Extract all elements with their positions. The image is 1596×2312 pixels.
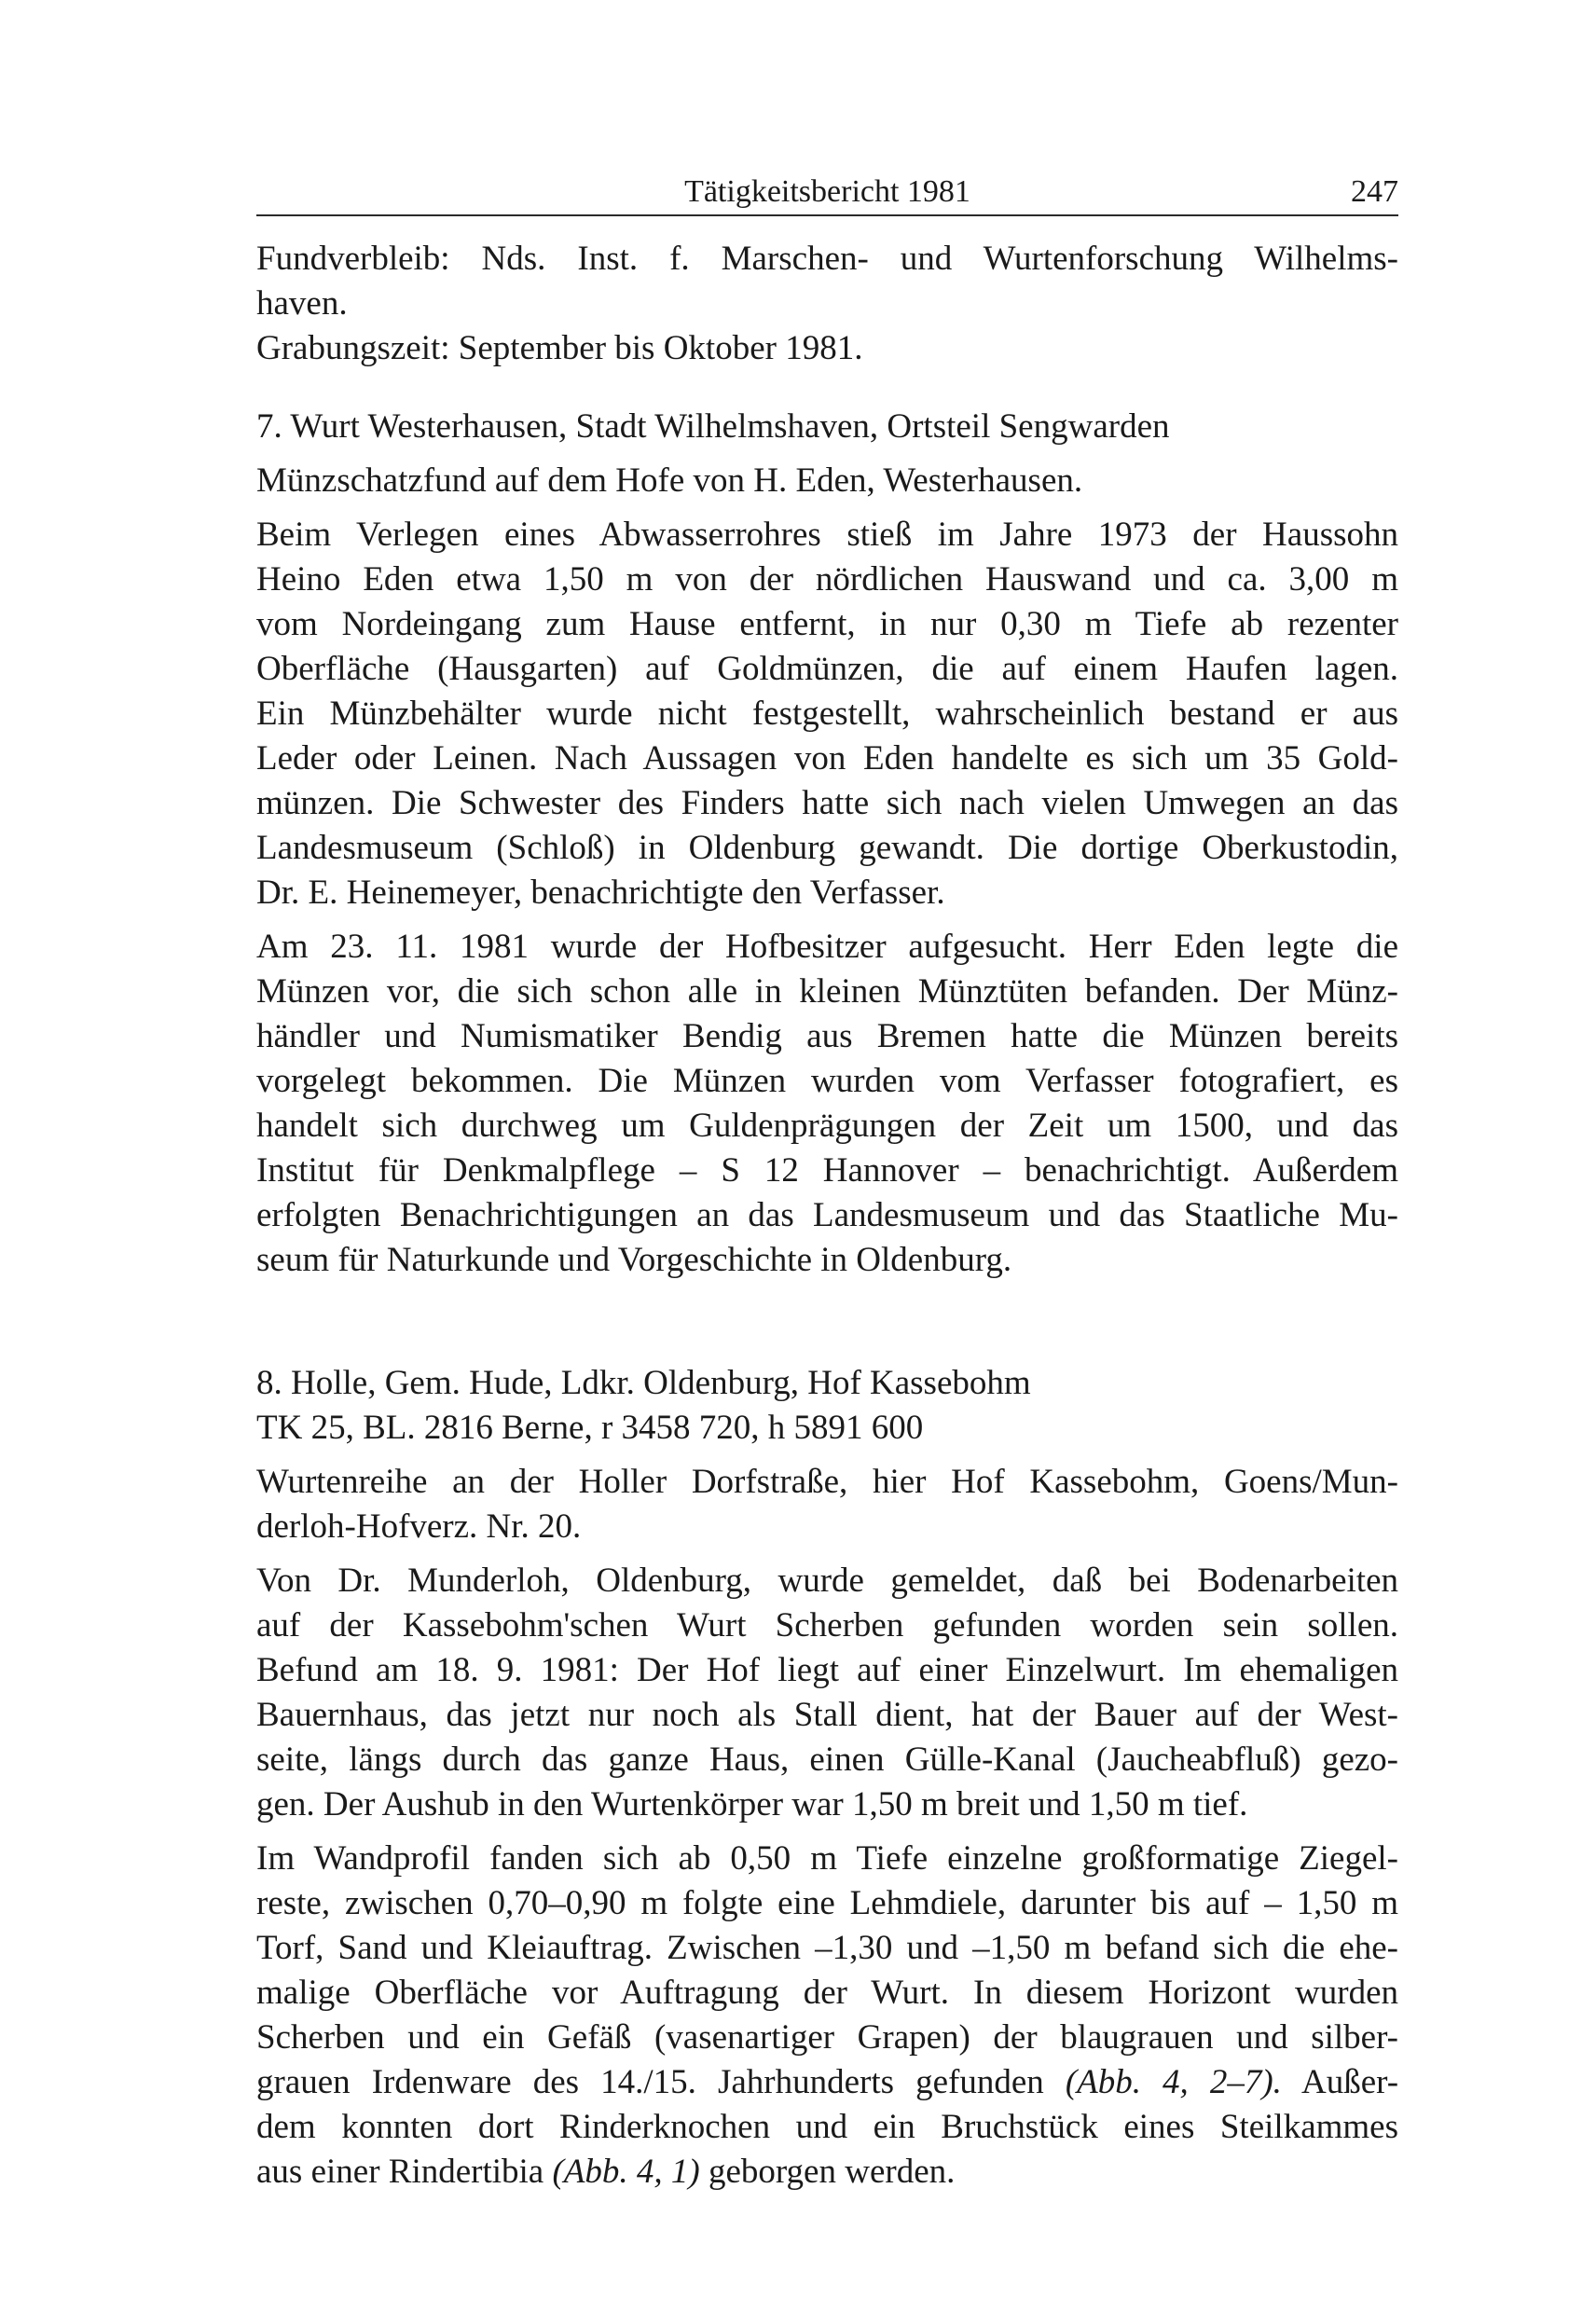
text-line: vom Nordeingang zum Hause entfernt, in nur 0,30 m Tiefe ab rezenter (256, 605, 1398, 643)
text-line: Bauernhaus, das jetzt nur noch als Stall dient, hat der Bauer auf der West- (256, 1696, 1398, 1734)
text-line: münzen. Die Schwester des Finders hatte sich nach vielen Umwegen an das (256, 784, 1398, 822)
paragraph (256, 1460, 1398, 1549)
text-line: vorgelegt bekommen. Die Münzen wurden vom Verfasser fotografiert, es (256, 1062, 1398, 1100)
paragraph (256, 1837, 1398, 2195)
map-reference: TK 25, BL. 2816 Berne, r 3458 720, h 5891 600 (256, 1409, 924, 1447)
figure-reference: (Abb. 4, 2–7). (1065, 2063, 1282, 2101)
text-line: gen. Der Aushub in den Wurtenkörper war 1,50 m breit und 1,50 m tief. (256, 1785, 1248, 1823)
text-line: Leder oder Leinen. Nach Aussagen von Eden handelte es sich um 35 Gold- (256, 739, 1398, 778)
text-line: Münzen vor, die sich schon alle in kleinen Münztüten befanden. Der Münz- (256, 972, 1398, 1011)
text-line: Beim Verlegen eines Abwasserrohres stieß im Jahre 1973 der Haussohn (256, 516, 1398, 554)
text-line: Dr. E. Heinemeyer, benachrichtigte den Verfasser. (256, 874, 945, 912)
paragraph (256, 513, 1398, 915)
document-page (256, 168, 1398, 2195)
page-number: 247 (1351, 174, 1398, 209)
section-8 (256, 1361, 1398, 2195)
paragraph (256, 1559, 1398, 1827)
text-line: auf der Kassebohm'schen Wurt Scherben gefunden worden sein sollen. (256, 1606, 1398, 1645)
running-title: Tätigkeitsbericht 1981 (684, 174, 970, 209)
text-line: seite, längs durch das ganze Haus, einen Gülle-Kanal (Jaucheabfluß) gezo- (256, 1741, 1398, 1779)
text-fragment: aus einer Rindertibia (256, 2153, 544, 2191)
text-line: erfolgten Benachrichtigungen an das Landesmuseum und das Staatliche Mu- (256, 1196, 1398, 1234)
text-line: Grabungszeit: September bis Oktober 1981. (256, 329, 863, 367)
text-line: haven. (256, 284, 348, 323)
text-line: handelt sich durchweg um Guldenprägungen der Zeit um 1500, und das (256, 1107, 1398, 1145)
text-line: Scherben und ein Gefäß (vasenartiger Grapen) der blaugrauen und silber- (256, 2018, 1398, 2057)
text-line: händler und Numismatiker Bendig aus Bremen hatte die Münzen bereits (256, 1017, 1398, 1055)
text-line: dem konnten dort Rinderknochen und ein Bruchstück eines Steilkammes (256, 2108, 1398, 2146)
text-line: malige Oberfläche vor Auftragung der Wurt. In diesem Horizont wurden (256, 1974, 1398, 2012)
text-fragment: Außer- (1300, 2063, 1399, 2101)
paragraph (256, 925, 1398, 1283)
text-line: Am 23. 11. 1981 wurde der Hofbesitzer aufgesucht. Herr Eden legte die (256, 928, 1398, 966)
text-line: reste, zwischen 0,70–0,90 m folgte eine Lehmdiele, darunter bis auf – 1,50 m (256, 1884, 1398, 1922)
text-line: Heino Eden etwa 1,50 m von der nördlichen Hauswand und ca. 3,00 m (256, 560, 1398, 599)
figure-reference: (Abb. 4, 1) (552, 2153, 700, 2191)
text-line: derloh-Hofverz. Nr. 20. (256, 1507, 582, 1546)
text-line (256, 2060, 1398, 2105)
text-line: Im Wandprofil fanden sich ab 0,50 m Tiefe einzelne großformatige Ziegel- (256, 1839, 1398, 1878)
section-6-tail (256, 237, 1398, 371)
section-7 (256, 405, 1398, 1283)
text-line: Befund am 18. 9. 1981: Der Hof liegt auf einer Einzelwurt. Im ehemaligen (256, 1651, 1398, 1689)
text-line: seum für Naturkunde und Vorgeschichte in Oldenburg. (256, 1241, 1012, 1279)
text-fragment: geborgen werden. (708, 2153, 956, 2191)
text-line: Torf, Sand und Kleiauftrag. Zwischen –1,30 und –1,50 m befand sich die ehe- (256, 1929, 1398, 1967)
text-line (256, 2150, 1398, 2195)
text-line: Ein Münzbehälter wurde nicht festgestellt, wahrscheinlich bestand er aus (256, 695, 1398, 733)
section-heading: 8. Holle, Gem. Hude, Ldkr. Oldenburg, Hof Kassebohm (256, 1364, 1031, 1402)
text-fragment: grauen Irdenware des 14./15. Jahrhunderts gefunden (256, 2063, 1044, 2101)
page-header (256, 168, 1398, 216)
text-line: Institut für Denkmalpflege – S 12 Hannover – benachrichtigt. Außerdem (256, 1151, 1398, 1190)
text-line: Von Dr. Munderloh, Oldenburg, wurde gemeldet, daß bei Bodenarbeiten (256, 1562, 1398, 1600)
section-subheading: Münzschatzfund auf dem Hofe von H. Eden, Westerhausen. (256, 461, 1083, 500)
text-line: Oberfläche (Hausgarten) auf Goldmünzen, die auf einem Haufen lagen. (256, 650, 1398, 688)
text-line: Landesmuseum (Schloß) in Oldenburg gewandt. Die dortige Oberkustodin, (256, 829, 1398, 867)
text-line: Fundverbleib: Nds. Inst. f. Marschen- und Wurtenforschung Wilhelms- (256, 240, 1398, 278)
text-line: Wurtenreihe an der Holler Dorfstraße, hier Hof Kassebohm, Goens/Mun- (256, 1463, 1398, 1501)
section-heading: 7. Wurt Westerhausen, Stadt Wilhelmshaven, Ortsteil Sengwarden (256, 407, 1170, 446)
